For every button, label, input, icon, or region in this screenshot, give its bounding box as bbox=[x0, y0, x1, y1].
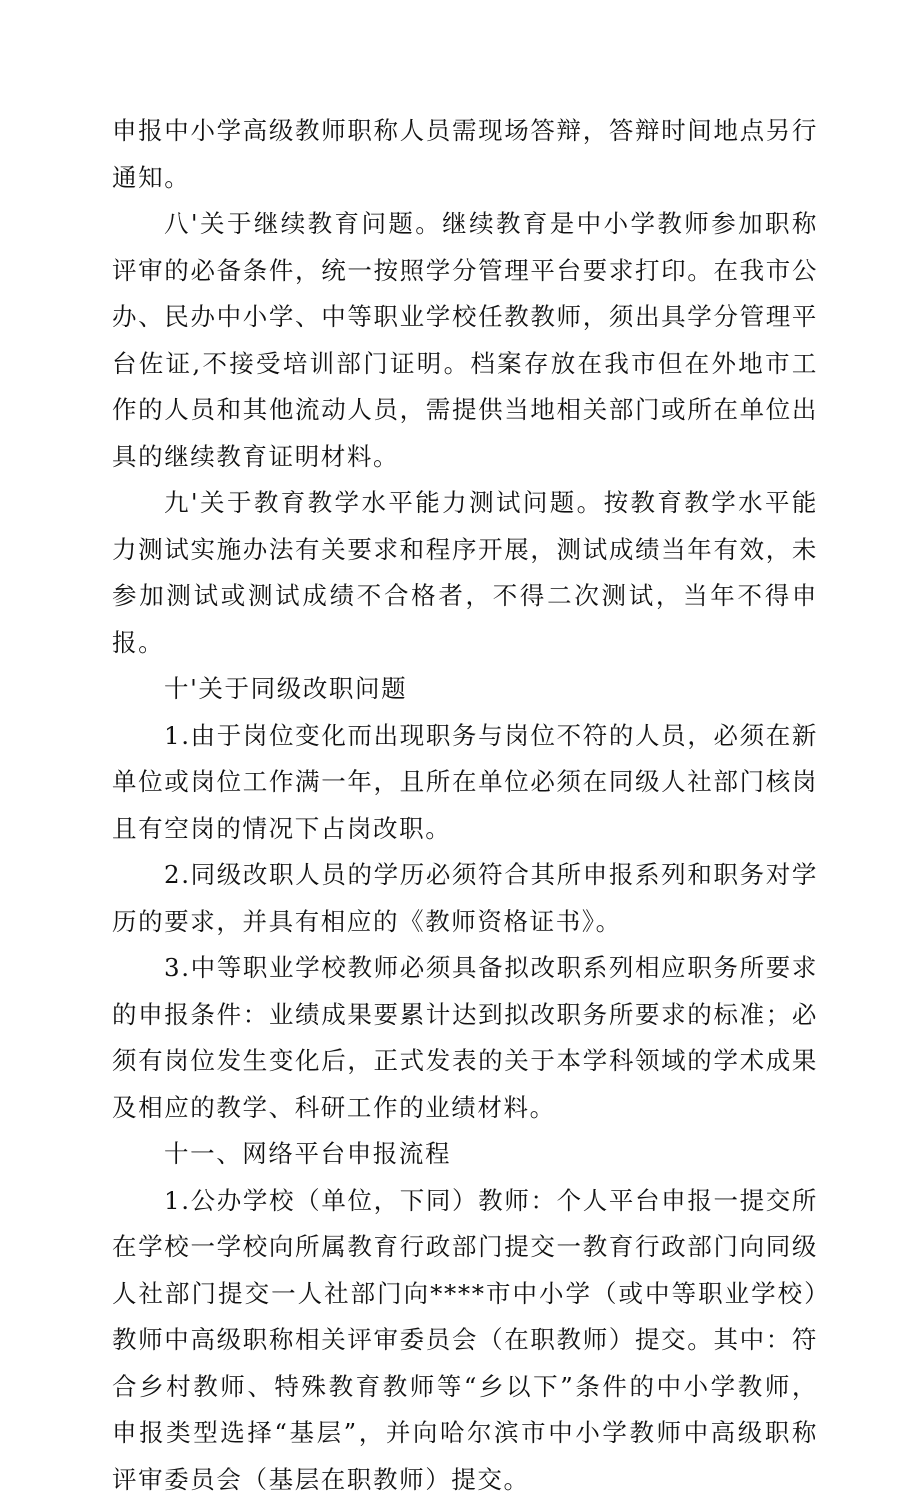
paragraph-defense-notice: 申报中小学高级教师职称人员需现场答辩，答辩时间地点另行通知。 bbox=[112, 108, 818, 201]
paragraph-ability-test: 九'关于教育教学水平能力测试问题。按教育教学水平能力测试实施办法有关要求和程序开展，测试成绩当年有效，未参加测试或测试成绩不合格者，不得二次测试，当年不得申报。 bbox=[112, 480, 818, 666]
paragraph-job-change-item-3: 3.中等职业学校教师必须具备拟改职系列相应职务所要求的申报条件：业绩成果要累计达到拟改职务所要求的标准；必须有岗位发生变化后，正式发表的关于本学科领域的学术成果及相应的教学、科研工作的业绩材料。 bbox=[112, 945, 818, 1131]
section-heading-job-change: 十'关于同级改职问题 bbox=[112, 666, 818, 713]
paragraph-continuing-education: 八'关于继续教育问题。继续教育是中小学教师参加职称评审的必备条件，统一按照学分管理平台要求打印。在我市公办、民办中小学、中等职业学校任教教师，须出具学分管理平台佐证,不接受培训部门证明。档案存放在我市但在外地市工作的人员和其他流动人员，需提供当地相关部门或所在单位出具的继续教育证明材料。 bbox=[112, 201, 818, 480]
paragraph-job-change-item-2: 2.同级改职人员的学历必须符合其所申报系列和职务对学历的要求，并具有相应的《教师资格证书》。 bbox=[112, 852, 818, 945]
paragraph-job-change-item-1: 1.由于岗位变化而出现职务与岗位不符的人员，必须在新单位或岗位工作满一年，且所在单位必须在同级人社部门核岗且有空岗的情况下占岗改职。 bbox=[112, 713, 818, 853]
document-body bbox=[112, 108, 818, 1503]
section-heading-online-process: 十一、网络平台申报流程 bbox=[112, 1131, 818, 1178]
paragraph-online-process-item-1: 1.公办学校（单位，下同）教师：个人平台申报一提交所在学校一学校向所属教育行政部门提交一教育行政部门向同级人社部门提交一人社部门向****市中小学（或中等职业学校）教师中高级职称相关评审委员会（在职教师）提交。其中：符合乡村教师、特殊教育教师等“乡以下”条件的中小学教师，申报类型选择“基层”，并向哈尔滨市中小学教师中高级职称评审委员会（基层在职教师）提交。 bbox=[112, 1178, 818, 1503]
